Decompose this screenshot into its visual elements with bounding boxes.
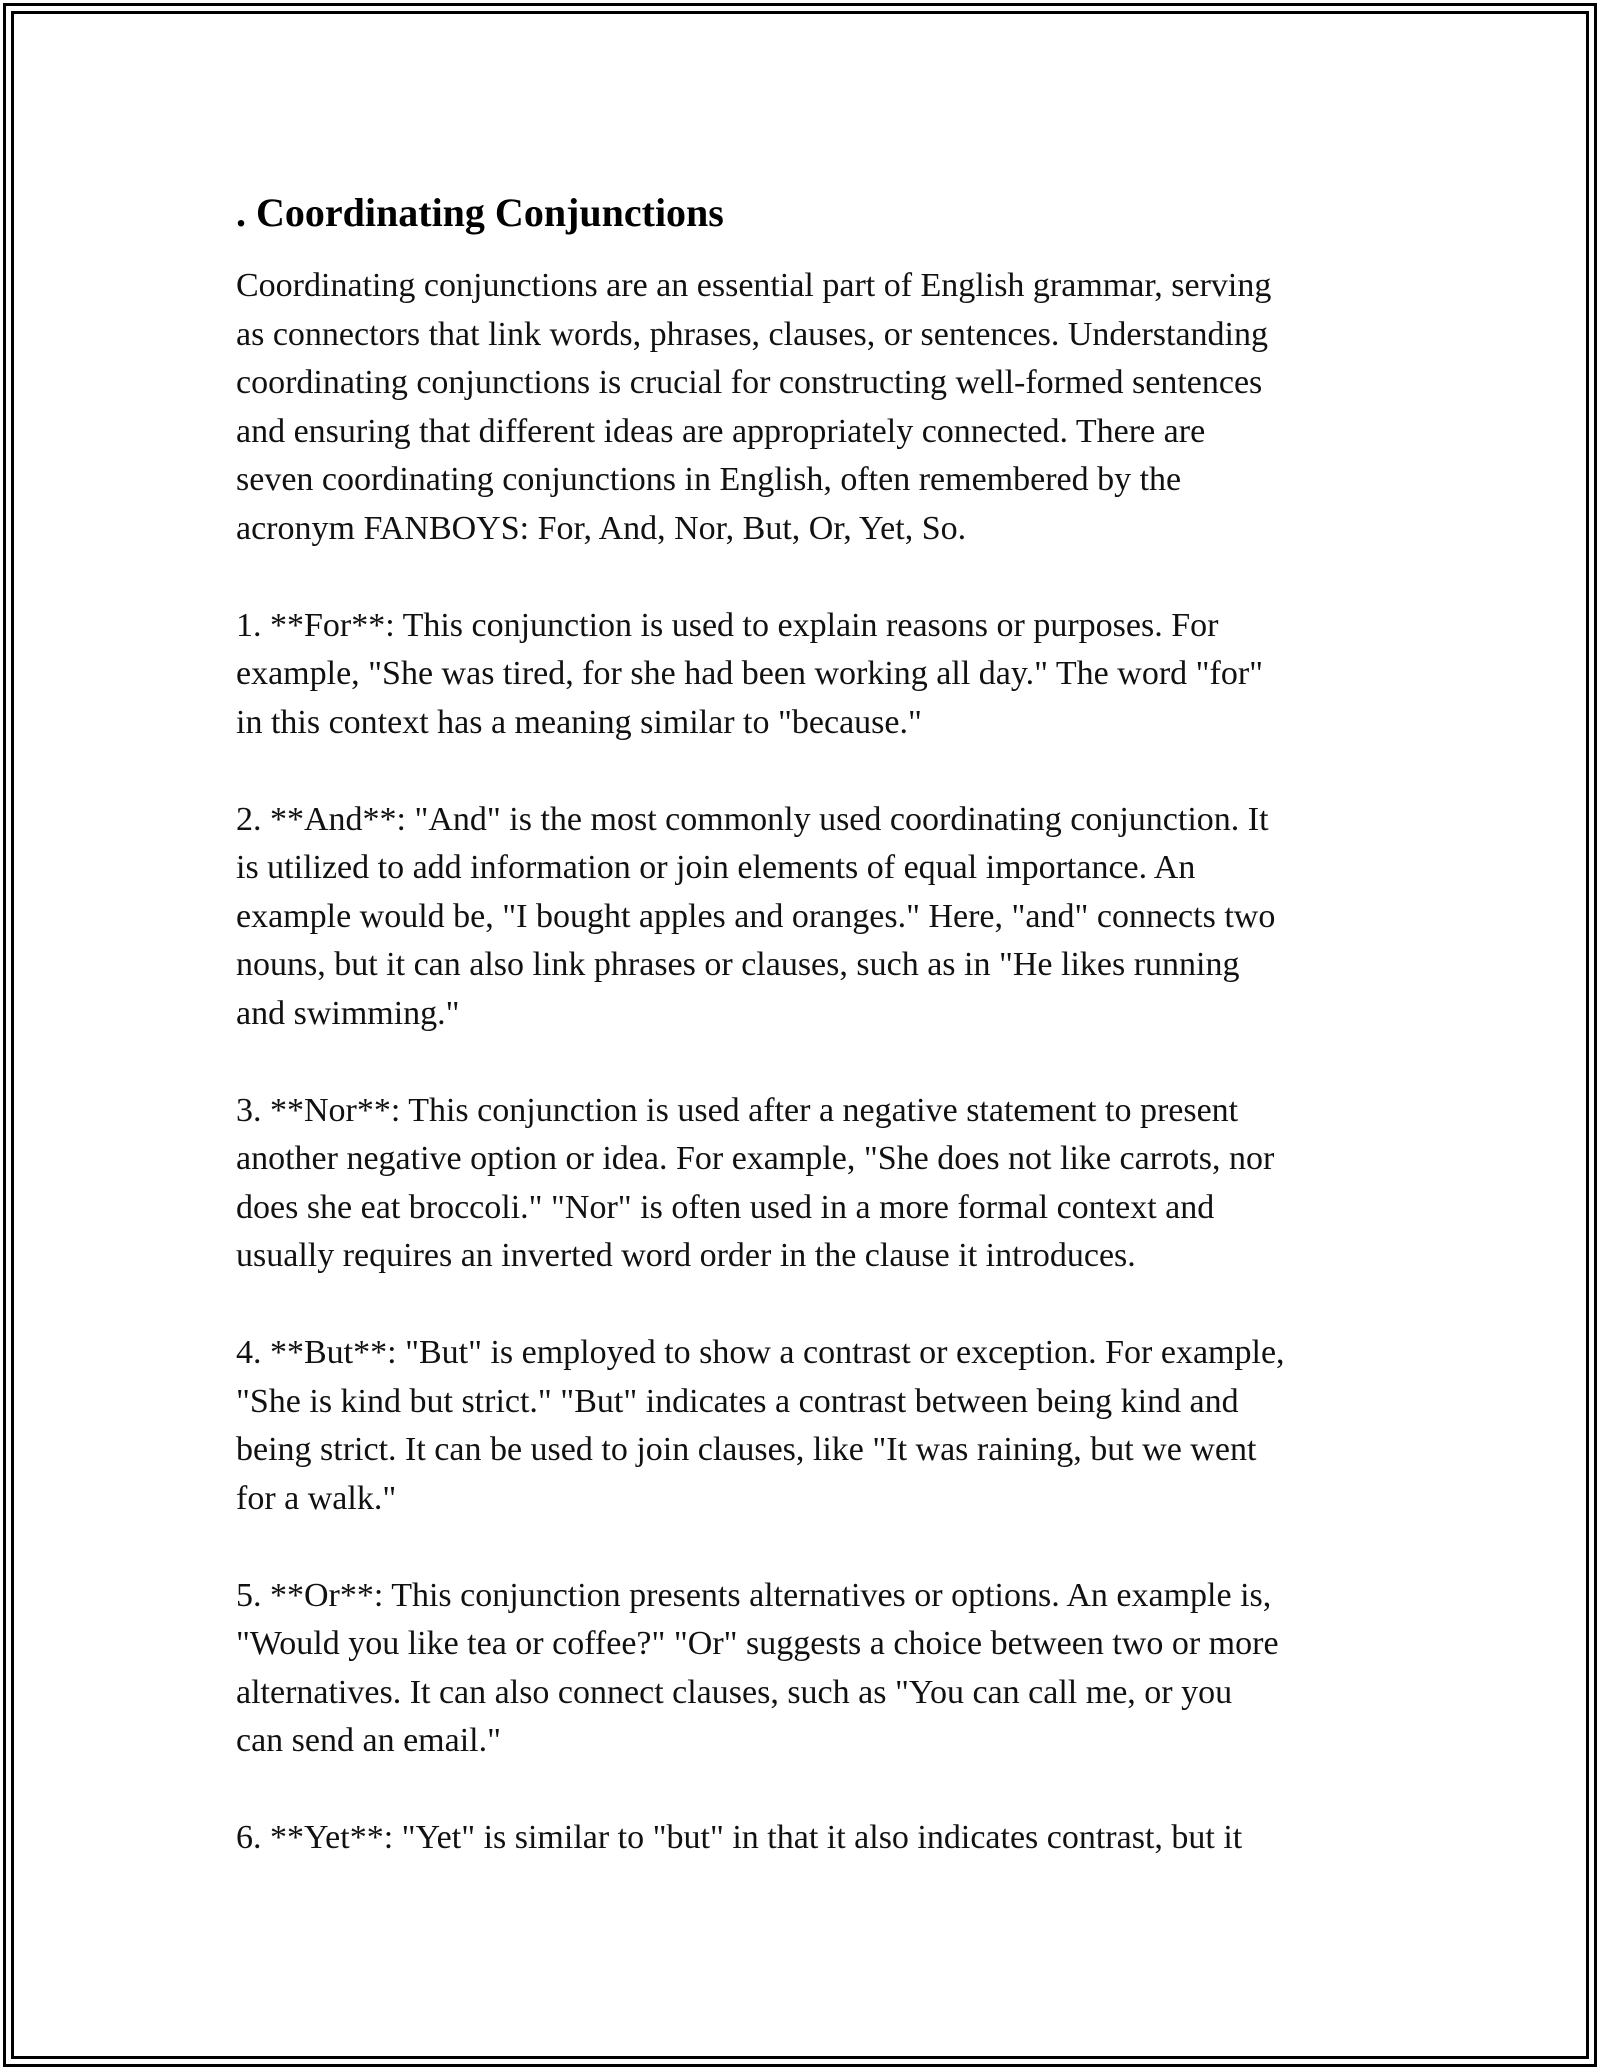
list-item-and: 2. **And**: "And" is the most commonly used coordinating conjunction. It is utilized to add information or join elements of equal importance. An example would be, "I bought apples and oranges." Here, "and" connects two nouns, but it can also link phrases or clauses, such as in "He likes running and swimming." [236, 800, 1276, 1032]
document-title: . Coordinating Conjunctions [236, 190, 724, 235]
list-item-but: 4. **But**: "But" is employed to show a contrast or exception. For example, "She is kind but strict." "But" indicates a contrast between being kind and being strict. It can be used to join clauses, like "It was raining, but we went for a walk." [236, 1334, 1285, 1517]
list-item-for: 1. **For**: This conjunction is used to explain reasons or purposes. For example, "She was tired, for she had been working all day." The word "for" in this context has a meaning similar to "because." [236, 606, 1264, 741]
list-item-yet: 6. **Yet**: "Yet" is similar to "but" in that it also indicates contrast, but it [236, 1819, 1243, 1856]
list-item-nor: 3. **Nor**: This conjunction is used after a negative statement to present another negative option or idea. For example, "She does not like carrots, nor does she eat broccoli." "Nor" is often used in a more formal context and usually requires an inverted word order in the clause it introduces. [236, 1091, 1275, 1274]
intro-paragraph: Coordinating conjunctions are an essential part of English grammar, serving as connectors that link words, phrases, clauses, or sentences. Understanding coordinating conjunctions is crucial for constructing well-formed sentences and ensuring that different ideas are appropriately connected. There are seven coordinating conjunctions in English, often remembered by the acronym FANBOYS: For, And, Nor, But, Or, Yet, So. [236, 267, 1272, 547]
document-body [236, 186, 1376, 1863]
list-item-or: 5. **Or**: This conjunction presents alternatives or options. An example is, "Would you like tea or coffee?" "Or" suggests a choice between two or more alternatives. It can also connect clauses, such as "You can call me, or you can send an email." [236, 1576, 1279, 1759]
